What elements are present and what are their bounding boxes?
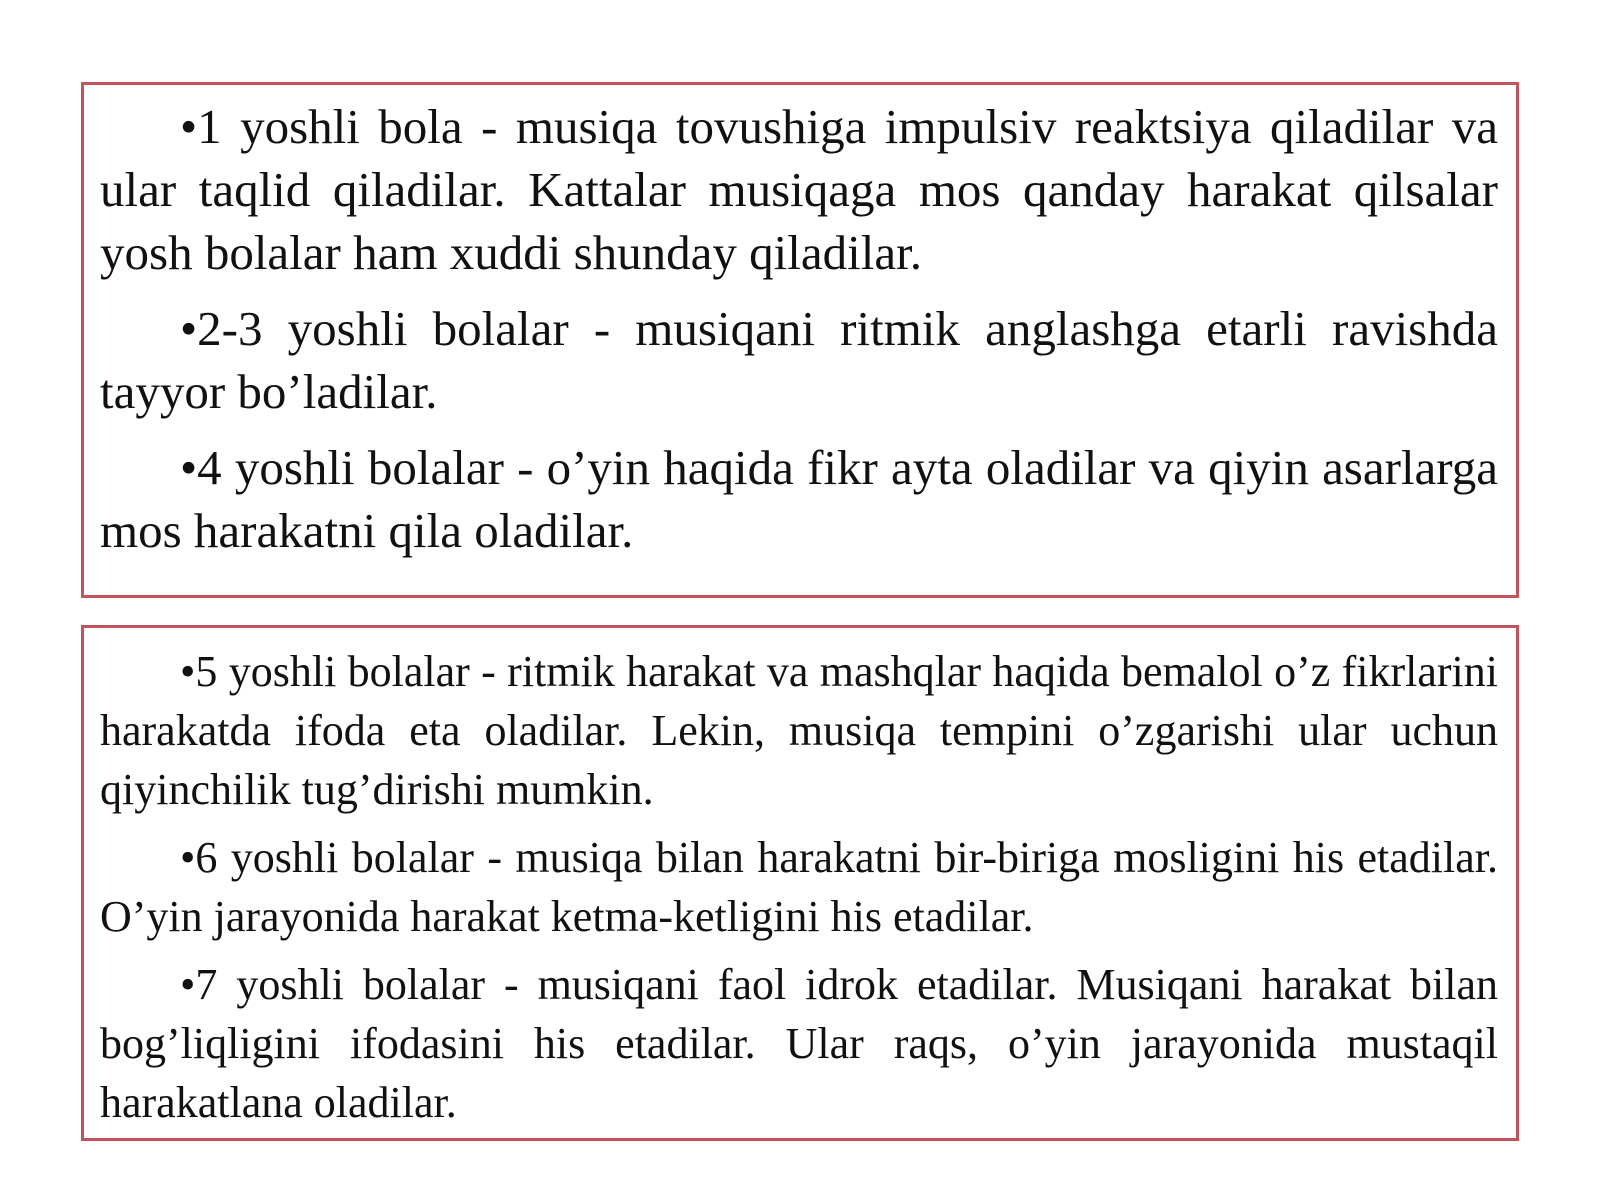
paragraph-age-2-3: •2-3 yoshli bolalar - musiqani ritmik anglashga etarli ravishda tayyor bo’ladilar. [100,301,1498,419]
paragraph-age-7: •7 yoshli bolalar - musiqani faol idrok etadilar. Musiqani harakat bilan bog’liqligini ifodasini his etadilar. Ular raqs, o’yin jarayonida mustaqil harakatlana oladilar. [100,960,1498,1127]
paragraph-age-4: •4 yoshli bolalar - o’yin haqida fikr ayta oladilar va qiyin asarlarga mos harakatni qila oladilar. [100,440,1498,558]
paragraph-age-5: •5 yoshli bolalar - ritmik harakat va mashqlar haqida bemalol o’z fikrlarini harakatda ifoda eta oladilar. Lekin, musiqa tempini o’zgarishi ular uchun qiyinchilik tug’dirishi mumkin. [100,647,1498,814]
bottom-text-box [81,625,1519,1141]
top-text-box [81,82,1519,598]
paragraph-age-6: •6 yoshli bolalar - musiqa bilan harakatni bir-biriga mosligini his etadilar. O’yin jarayonida harakat ketma-ketligini his etadilar. [100,833,1498,941]
paragraph-age-1: •1 yoshli bola - musiqa tovushiga impulsiv reaktsiya qiladilar va ular taqlid qiladilar. Kattalar musiqaga mos qanday harakat qilsalar yosh bolalar ham xuddi shunday qiladilar. [100,99,1498,280]
